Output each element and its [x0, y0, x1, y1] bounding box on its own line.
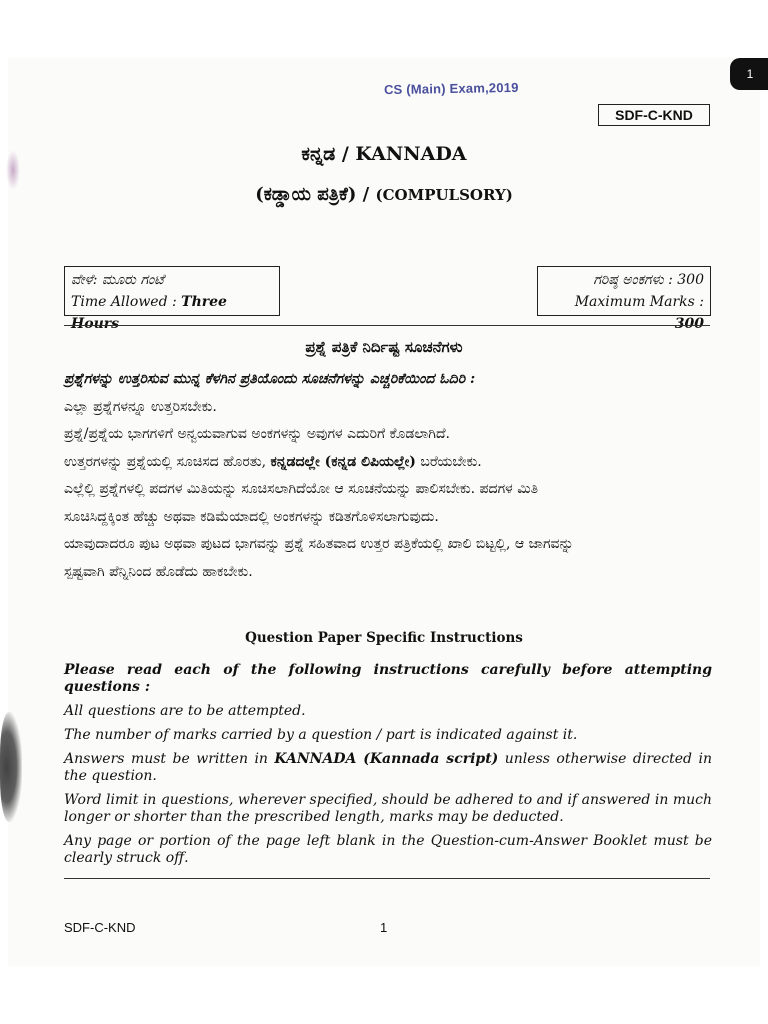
- kannada-instruction-part: ಬರೆಯಬೇಕು.: [415, 453, 482, 470]
- marks-kannada: ಗರಿಷ್ಠ ಅಂಕಗಳು : 300: [593, 272, 704, 288]
- kannada-instruction-lead: ಪ್ರಶ್ನೆಗಳನ್ನು ಉತ್ತರಿಸುವ ಮುನ್ನ ಕೆಳಗಿನ ಪ್ರತಿಯೊಂದು ಸೂಚನೆಗಳನ್ನು ಎಚ್ಚರಿಕೆಯಿಂದ ಓದಿರಿ :: [64, 371, 476, 387]
- kannada-instructions: [64, 366, 714, 586]
- paper-code-box: SDF-C-KND: [598, 104, 710, 126]
- english-instructions-heading: Question Paper Specific Instructions: [245, 630, 523, 646]
- english-instruction-line: All questions are to be attempted.: [64, 703, 306, 719]
- paper-title: ಕನ್ನಡ / KANNADA: [301, 143, 467, 165]
- kannada-script-emphasis-en: KANNADA (Kannada script): [274, 751, 499, 767]
- footer-paper-code: SDF-C-KND: [64, 920, 136, 935]
- time-label: Time Allowed :: [71, 294, 182, 310]
- time-kannada: ವೇಳೆ: ಮೂರು ಗಂಟೆ: [71, 272, 164, 288]
- english-instruction-line: Word limit in questions, wherever specified, should be adhered to and if answered in much longer or shorter than the prescribed length, marks may be deducted.: [64, 792, 712, 825]
- subtitle-separator: /: [356, 184, 376, 205]
- kannada-instruction-line: ಸ್ಪಷ್ಟವಾಗಿ ಪೆನ್ನಿನಿಂದ ಹೊಡೆದು ಹಾಕಬೇಕು.: [64, 563, 253, 580]
- marks-label: Maximum Marks :: [574, 294, 704, 310]
- english-instruction-line: The number of marks carried by a question / part is indicated against it.: [64, 727, 578, 743]
- kannada-script-emphasis: ಕನ್ನಡದಲ್ಲೇ (ಕನ್ನಡ ಲಿಪಿಯಲ್ಲೇ): [270, 453, 416, 470]
- subtitle-kannada: (ಕಡ್ಡಾಯ ಪತ್ರಿಕೆ): [255, 184, 357, 205]
- maximum-marks-box: [537, 266, 711, 332]
- kannada-instruction-line: [64, 449, 714, 477]
- exam-stamp: CS (Main) Exam,2019: [383, 79, 519, 98]
- kannada-instruction-line: ಎಲ್ಲೆಲ್ಲಿ ಪ್ರಶ್ನೆಗಳಲ್ಲಿ ಪದಗಳ ಮಿತಿಯನ್ನು ಸೂಚಿಸಲಾಗಿದೆಯೋ ಆ ಸೂಚನೆಯನ್ನು ಪಾಲಿಸಬೇಕು. ಪದಗಳ ಮಿತಿ: [64, 481, 539, 497]
- kannada-instructions-heading: ಪ್ರಶ್ನೆ ಪತ್ರಿಕೆ ನಿರ್ದಿಷ್ಟ ಸೂಚನೆಗಳು: [305, 338, 463, 356]
- marks-value: 300: [674, 316, 704, 332]
- english-instruction-line: [64, 751, 712, 785]
- paper-subtitle: [0, 184, 768, 205]
- page-number-badge: 1: [730, 58, 768, 90]
- kannada-instruction-line: ಪ್ರಶ್ನೆ/ಪ್ರಶ್ನೆಯ ಭಾಗಗಳಿಗೆ ಅನ್ವಯವಾಗುವ ಅಂಕಗಳನ್ನು ಅವುಗಳ ಎದುರಿಗೆ ಕೊಡಲಾಗಿದೆ.: [64, 426, 450, 442]
- divider-bottom: [64, 878, 710, 879]
- english-instruction-line: Any page or portion of the page left blank in the Question-cum-Answer Booklet must be clearly struck off.: [64, 833, 712, 866]
- kannada-instruction-part: ಉತ್ತರಗಳನ್ನು ಪ್ರಶ್ನೆಯಲ್ಲಿ ಸೂಚಿಸದ ಹೊರತು,: [64, 453, 271, 470]
- kannada-instruction-line: ಸೂಚಿಸಿದ್ದಕ್ಕಿಂತ ಹೆಚ್ಚು ಅಥವಾ ಕಡಿಮೆಯಾದಲ್ಲಿ ಅಂಕಗಳನ್ನು ಕಡಿತಗೊಳಿಸಲಾಗುವುದು.: [64, 508, 439, 525]
- english-instructions: [64, 662, 712, 874]
- english-instruction-lead: Please read each of the following instructions carefully before attempting questions :: [64, 662, 712, 695]
- time-value: Three Hours: [71, 294, 227, 332]
- time-allowed-box: [64, 266, 280, 332]
- english-instruction-part: unless otherwise directed in the question.: [64, 751, 712, 784]
- time-english: [71, 291, 273, 335]
- marks-english: [544, 291, 704, 335]
- kannada-instruction-line: ಎಲ್ಲಾ ಪ್ರಶ್ನೆಗಳನ್ನೂ ಉತ್ತರಿಸಬೇಕು.: [64, 398, 217, 415]
- english-instruction-part: Answers must be written in: [64, 751, 275, 767]
- scan-smudge: [0, 712, 22, 822]
- footer-page-number: 1: [380, 920, 388, 935]
- subtitle-english: (COMPULSORY): [375, 186, 513, 204]
- kannada-instruction-line: ಯಾವುದಾದರೂ ಪುಟ ಅಥವಾ ಪುಟದ ಭಾಗವನ್ನು ಪ್ರಶ್ನೆ ಸಹಿತವಾದ ಉತ್ತರ ಪತ್ರಿಕೆಯಲ್ಲಿ ಖಾಲಿ ಬಿಟ್ಟಲ್ಲಿ, ಆ ಜಾಗವನ್ನು: [64, 536, 574, 552]
- divider-top: [64, 325, 710, 326]
